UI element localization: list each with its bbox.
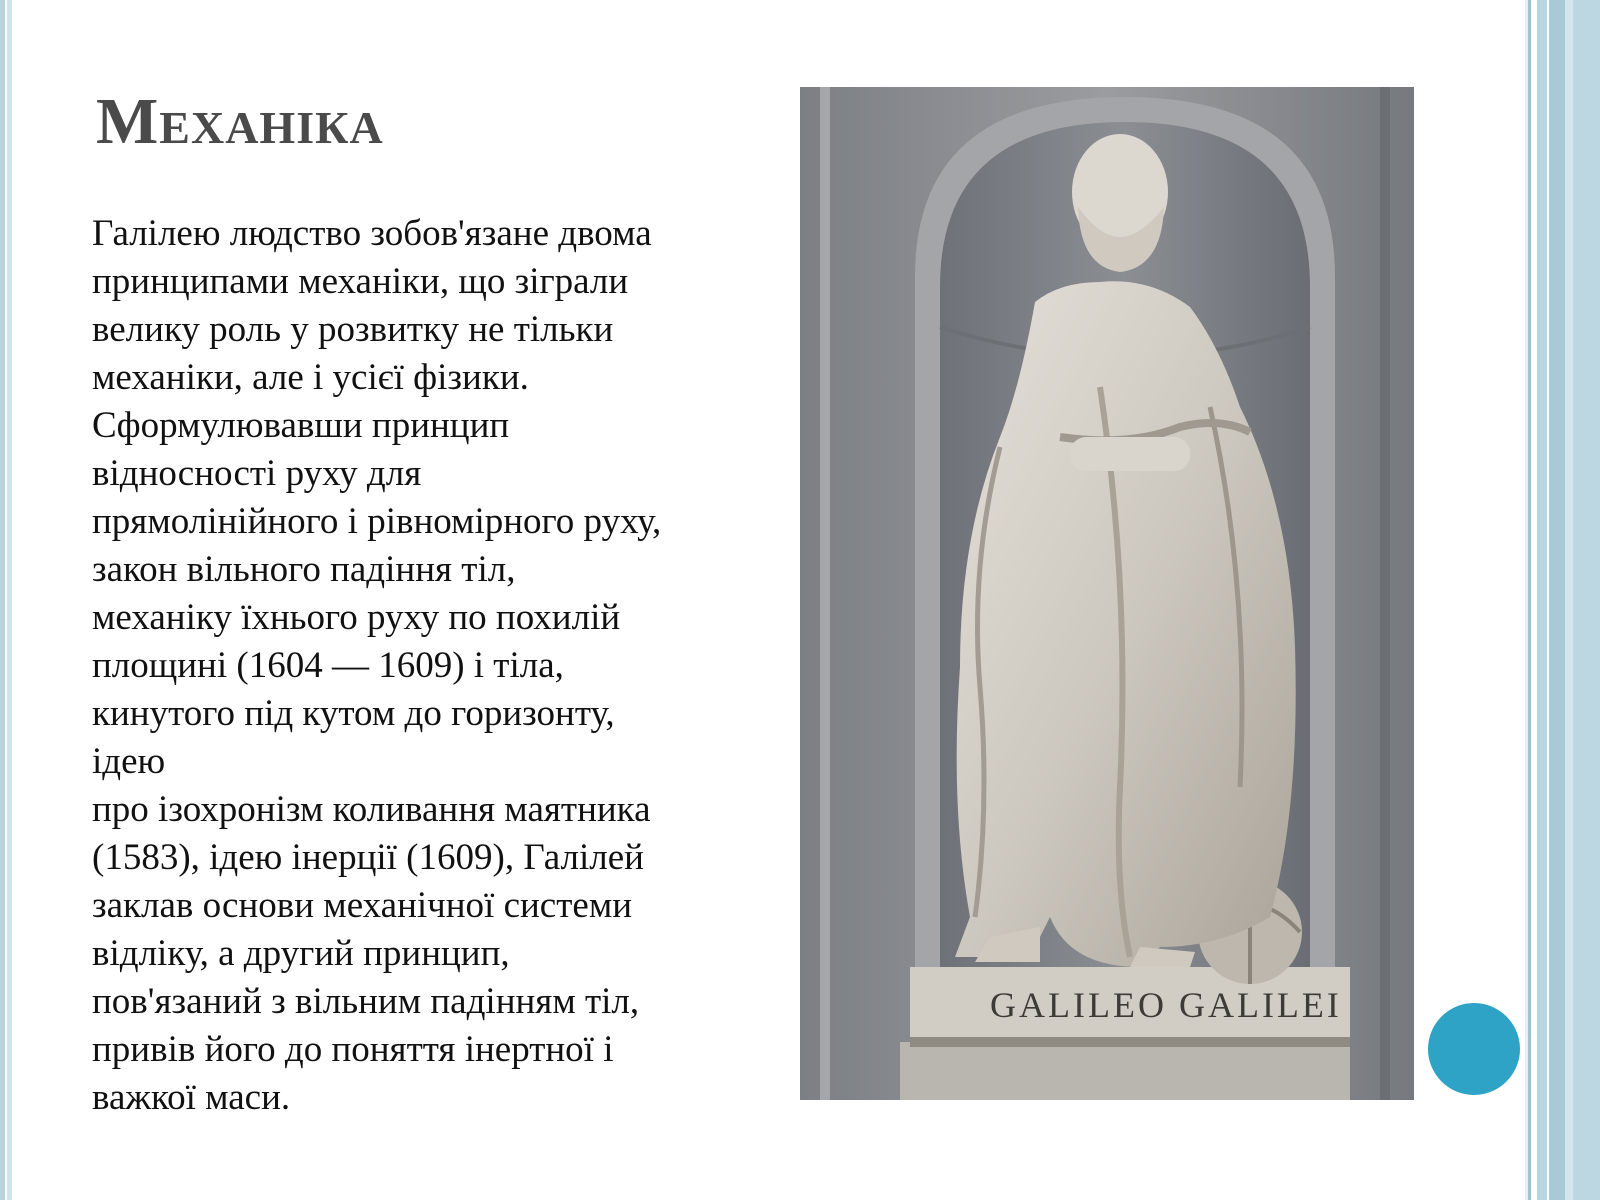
pedestal-inscription: GALILEO GALILEI (990, 985, 1342, 1025)
decorative-circle (1426, 1001, 1522, 1097)
slide-title: Механіка (96, 85, 384, 158)
slide-body-text: Галілею людство зобов'язане двома принципами механіки, що зіграли велику роль у розвитку не тільки механіки, але і усієї фізики. Сформулювавши принцип відносності руху для прямолінійного і рівномірного руху, закон вільного падіння тіл, механіку їхнього руху по похилій площині (1604 — 1609) і тіла, кинутого під кутом до горизонту, ідею про ізохронізм коливання маятника (1583), ідею інерції (1609), Галілей заклав основи механічної системи відліку, а другий принцип, пов'язаний з вільним падінням тіл, привів його до поняття інертної і важкої маси. (92, 213, 662, 1118)
left-border-decoration (0, 0, 12, 1200)
right-border-decoration (1525, 0, 1600, 1200)
galileo-statue-image (800, 87, 1414, 1100)
